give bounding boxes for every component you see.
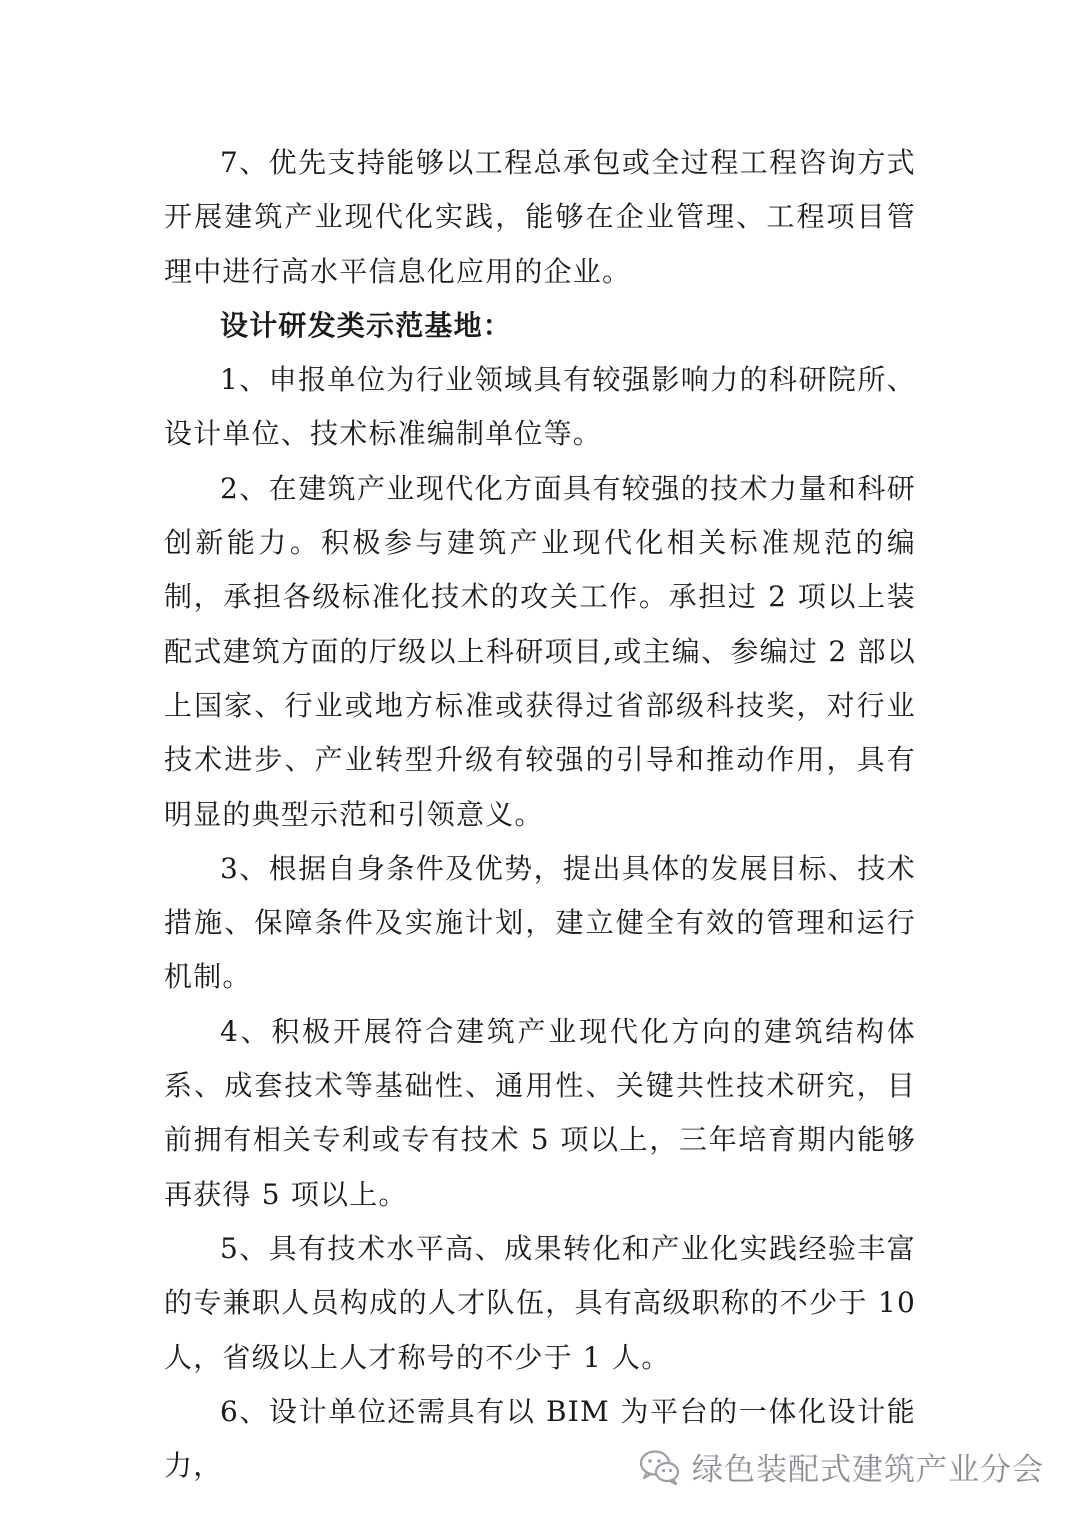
section-heading-design-rd: 设计研发类示范基地： <box>220 308 513 342</box>
paragraph-item-4: 4、积极开展符合建筑产业现代化方向的建筑结构体系、成套技术等基础性、通用性、关键共性技术研究，目前拥有相关专利或专有技术 5 项以上，三年培育期内能够再获得 5 项以上。 <box>164 1014 916 1211</box>
watermark <box>638 1444 1044 1489</box>
paragraph-item-5: 5、具有技术水平高、成果转化和产业化实践经验丰富的专兼职人员构成的人才队伍，具有高级职称的不少于 10 人，省级以上人才称号的不少于 1 人。 <box>164 1231 916 1374</box>
watermark-text: 绿色装配式建筑产业分会 <box>692 1452 1044 1488</box>
paragraph-item-7-general: 7、优先支持能够以工程总承包或全过程工程咨询方式开展建筑产业现代化实践，能够在企业管理、工程项目管理中进行高水平信息化应用的企业。 <box>164 146 916 288</box>
wechat-icon <box>638 1447 682 1487</box>
paragraph-item-6: 6、设计单位还需具有以 BIM 为平台的一体化设计能力， <box>164 1394 916 1483</box>
paragraph-item-1: 1、申报单位为行业领域具有较强影响力的科研院所、设计单位、技术标准编制单位等。 <box>164 363 916 451</box>
paragraph-item-3: 3、根据自身条件及优势，提出具体的发展目标、技术措施、保障条件及实施计划，建立健全有效的管理和运行机制。 <box>164 851 916 994</box>
paragraph-item-2: 2、在建筑产业现代化方面具有较强的技术力量和科研创新能力。积极参与建筑产业现代化相关标准规范的编制，承担各级标准化技术的攻关工作。承担过 2 项以上装配式建筑方面的厅级以上科研项目,或主编、参编过 2 部以上国家、行业或地方标准或获得过省部级科技奖，对行业技术进步、产业转型升级有较强的引导和推动作用，具有明显的典型示范和引领意义。 <box>164 471 916 831</box>
document-body <box>164 136 916 1493</box>
